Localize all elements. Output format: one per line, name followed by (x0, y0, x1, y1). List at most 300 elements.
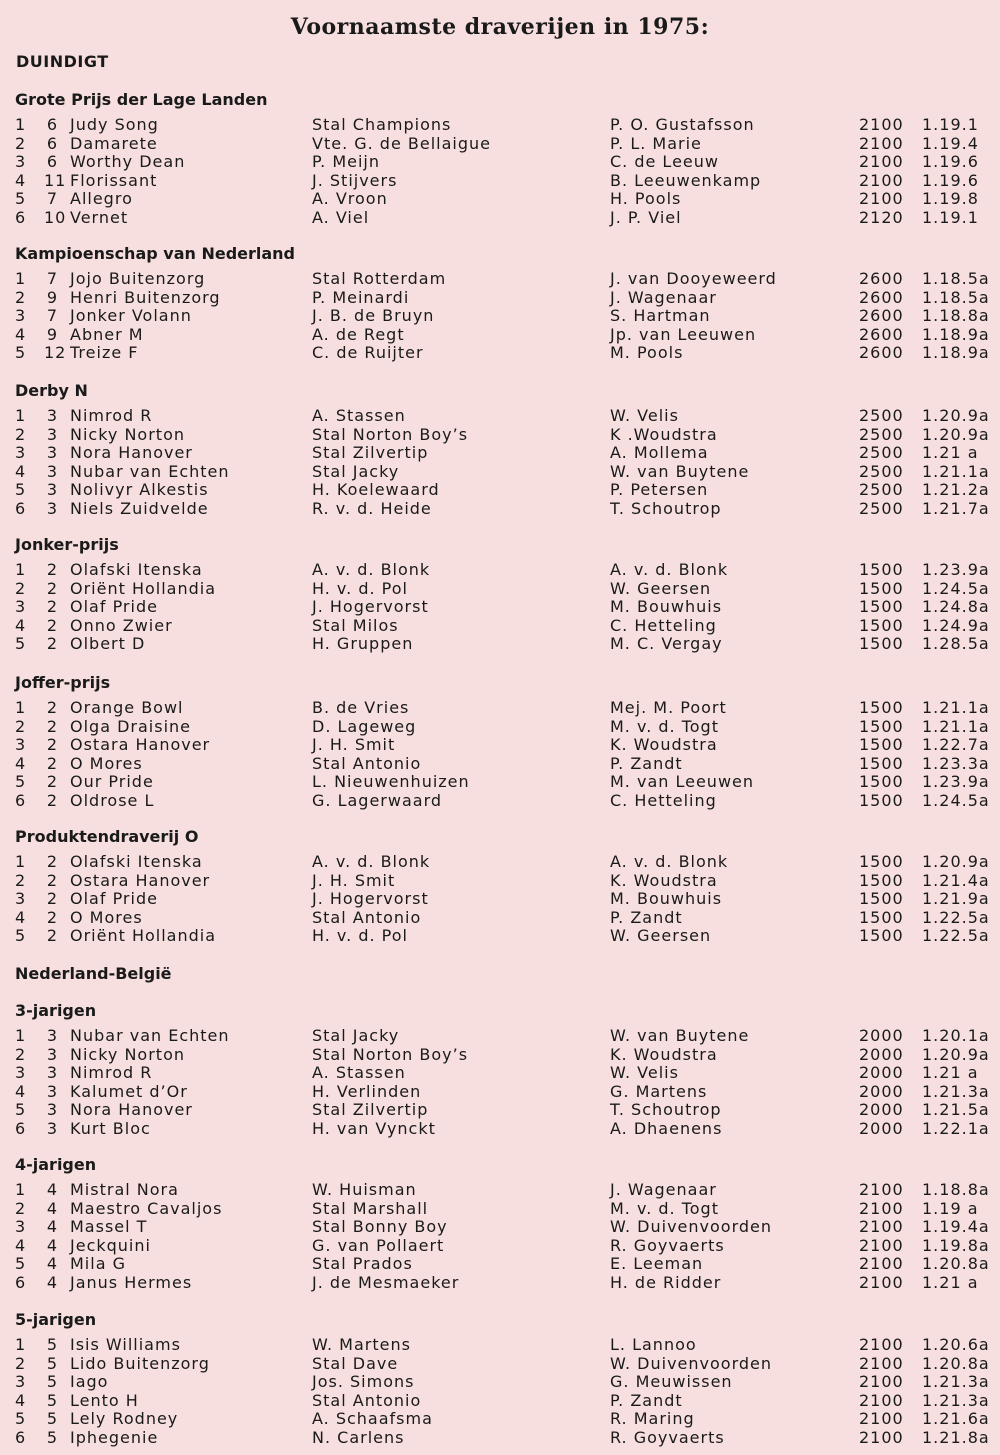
cell-age: 12 (44, 343, 67, 363)
cell-distance: 1500 (859, 698, 904, 717)
cell-age: 4 (46, 1235, 58, 1255)
cell-position: 4 (15, 170, 27, 190)
cell-owner: Stal Jacky (312, 461, 400, 481)
cell-time: 1.20.1a (922, 1026, 990, 1045)
cell-driver: P. L. Marie (610, 133, 702, 153)
cell-age: 3 (46, 1026, 58, 1045)
cell-position: 4 (15, 1390, 27, 1410)
cell-horse-name: Damarete (70, 133, 158, 153)
cell-position: 5 (15, 772, 27, 792)
result-row (0, 208, 1000, 227)
cell-distance: 2600 (859, 343, 904, 363)
cell-time: 1.19.8a (922, 1235, 990, 1255)
cell-time: 1.28.5a (922, 634, 990, 654)
cell-distance: 2100 (859, 1335, 904, 1354)
cell-position: 4 (15, 1235, 27, 1255)
cell-driver: A. v. d. Blonk (610, 852, 729, 871)
cell-time: 1.21.2a (922, 480, 990, 500)
cell-horse-name: Nora Hanover (70, 1100, 193, 1120)
result-row (0, 579, 1000, 598)
cell-age: 2 (46, 716, 58, 736)
cell-age: 5 (46, 1390, 58, 1410)
cell-owner: Stal Milos (312, 615, 399, 635)
cell-time: 1.19.6 (922, 170, 979, 190)
venue-heading: DUINDIGT (16, 52, 109, 71)
cell-driver: L. Lannoo (610, 1335, 697, 1354)
cell-horse-name: Treize F (70, 343, 139, 363)
cell-age: 4 (46, 1217, 58, 1237)
cell-owner: J. H. Smit (312, 735, 396, 755)
cell-position: 2 (15, 424, 27, 444)
cell-horse-name: Nicky Norton (70, 424, 185, 444)
result-row (0, 171, 1000, 190)
result-row (0, 134, 1000, 153)
cell-horse-name: Isis Williams (70, 1335, 181, 1354)
result-row (0, 499, 1000, 518)
cell-driver: P. Zandt (610, 907, 683, 927)
cell-driver: W. Velis (610, 406, 679, 425)
cell-position: 2 (15, 1353, 27, 1373)
cell-owner: J. Hogervorst (312, 889, 429, 909)
cell-owner: Stal Prados (312, 1254, 413, 1274)
cell-position: 1 (15, 1335, 27, 1354)
cell-owner: Vte. G. de Bellaigue (312, 133, 491, 153)
cell-position: 1 (15, 1026, 27, 1045)
cell-horse-name: Nimrod R (70, 1063, 153, 1083)
cell-owner: N. Carlens (312, 1428, 405, 1447)
cell-horse-name: O Mores (70, 753, 143, 773)
cell-horse-name: Kalumet d’Or (70, 1081, 188, 1101)
cell-driver: K. Woudstra (610, 1044, 718, 1064)
cell-time: 1.20.9a (922, 1044, 990, 1064)
cell-driver: B. Leeuwenkamp (610, 170, 762, 190)
cell-age: 6 (46, 152, 58, 172)
cell-driver: M. v. d. Togt (610, 716, 719, 736)
cell-distance: 1500 (859, 753, 904, 773)
result-row (0, 926, 1000, 945)
cell-age: 3 (46, 1081, 58, 1101)
cell-position: 2 (15, 287, 27, 307)
cell-time: 1.22.5a (922, 907, 990, 927)
result-row (0, 462, 1000, 481)
cell-owner: G. Lagerwaard (312, 791, 443, 810)
cell-horse-name: Lento H (70, 1390, 139, 1410)
cell-age: 11 (44, 170, 67, 190)
cell-time: 1.19.1 (922, 208, 979, 227)
cell-age: 2 (46, 772, 58, 792)
cell-driver: M. Bouwhuis (610, 597, 723, 617)
cell-position: 2 (15, 1044, 27, 1064)
cell-distance: 1500 (859, 735, 904, 755)
cell-age: 2 (46, 698, 58, 717)
cell-position: 3 (15, 597, 27, 617)
result-row (0, 443, 1000, 462)
cell-distance: 2100 (859, 1409, 904, 1429)
result-row (0, 698, 1000, 717)
cell-driver: Mej. M. Poort (610, 698, 727, 717)
cell-age: 3 (46, 406, 58, 425)
cell-distance: 2100 (859, 1180, 904, 1199)
cell-age: 3 (46, 461, 58, 481)
cell-driver: J. van Dooyeweerd (610, 269, 777, 288)
cell-owner: B. de Vries (312, 698, 410, 717)
cell-age: 4 (46, 1254, 58, 1274)
cell-time: 1.20.8a (922, 1254, 990, 1274)
cell-distance: 1500 (859, 852, 904, 871)
cell-time: 1.21.3a (922, 1081, 990, 1101)
cell-owner: Stal Zilvertip (312, 1100, 429, 1120)
cell-position: 5 (15, 1100, 27, 1120)
result-row (0, 115, 1000, 134)
cell-driver: J. P. Viel (610, 208, 682, 227)
cell-time: 1.21.8a (922, 1428, 990, 1447)
cell-driver: P. Zandt (610, 1390, 683, 1410)
cell-time: 1.19 a (922, 1198, 979, 1218)
cell-horse-name: Olga Draisine (70, 716, 191, 736)
cell-driver: G. Martens (610, 1081, 708, 1101)
cell-age: 10 (44, 208, 67, 227)
cell-distance: 2500 (859, 480, 904, 500)
cell-owner: J. Stijvers (312, 170, 398, 190)
cell-position: 2 (15, 1198, 27, 1218)
result-row (0, 1354, 1000, 1373)
cell-driver: E. Leeman (610, 1254, 704, 1274)
cell-position: 4 (15, 324, 27, 344)
cell-owner: L. Nieuwenhuizen (312, 772, 470, 792)
cell-distance: 2500 (859, 443, 904, 463)
cell-age: 2 (46, 615, 58, 635)
cell-position: 1 (15, 852, 27, 871)
cell-horse-name: Massel T (70, 1217, 148, 1237)
cell-position: 1 (15, 269, 27, 288)
cell-distance: 2000 (859, 1026, 904, 1045)
cell-position: 6 (15, 208, 27, 227)
cell-distance: 2000 (859, 1063, 904, 1083)
cell-time: 1.23.9a (922, 772, 990, 792)
cell-distance: 2100 (859, 115, 904, 134)
cell-position: 3 (15, 443, 27, 463)
cell-distance: 2000 (859, 1081, 904, 1101)
cell-age: 3 (46, 1100, 58, 1120)
cell-position: 1 (15, 406, 27, 425)
cell-time: 1.19.4 (922, 133, 979, 153)
cell-age: 2 (46, 753, 58, 773)
cell-horse-name: Vernet (70, 208, 129, 227)
cell-horse-name: Abner M (70, 324, 144, 344)
cell-horse-name: Onno Zwier (70, 615, 173, 635)
cell-position: 6 (15, 1273, 27, 1292)
cell-age: 9 (46, 324, 58, 344)
cell-position: 6 (15, 499, 27, 518)
cell-age: 2 (46, 597, 58, 617)
result-row (0, 1428, 1000, 1447)
cell-time: 1.20.6a (922, 1335, 990, 1354)
cell-age: 9 (46, 287, 58, 307)
cell-time: 1.21 a (922, 1273, 979, 1292)
cell-horse-name: Lely Rodney (70, 1409, 179, 1429)
cell-time: 1.21.3a (922, 1372, 990, 1392)
cell-age: 5 (46, 1428, 58, 1447)
cell-distance: 2100 (859, 1235, 904, 1255)
cell-horse-name: Mila G (70, 1254, 126, 1274)
cell-owner: R. v. d. Heide (312, 499, 432, 518)
cell-age: 2 (46, 907, 58, 927)
cell-horse-name: Olafski Itenska (70, 560, 203, 579)
result-row (0, 1217, 1000, 1236)
cell-position: 5 (15, 1409, 27, 1429)
cell-horse-name: Judy Song (70, 115, 159, 134)
result-row (0, 772, 1000, 791)
cell-time: 1.21 a (922, 443, 979, 463)
cell-owner: A. Vroon (312, 189, 388, 209)
cell-time: 1.24.8a (922, 597, 990, 617)
cell-time: 1.23.9a (922, 560, 990, 579)
cell-position: 1 (15, 115, 27, 134)
cell-driver: W. Geersen (610, 926, 712, 946)
cell-time: 1.22.5a (922, 926, 990, 946)
result-row (0, 343, 1000, 362)
result-row (0, 560, 1000, 579)
cell-distance: 1500 (859, 716, 904, 736)
cell-horse-name: Olafski Itenska (70, 852, 203, 871)
cell-distance: 1500 (859, 870, 904, 890)
cell-age: 3 (46, 480, 58, 500)
cell-owner: J. Hogervorst (312, 597, 429, 617)
cell-distance: 1500 (859, 907, 904, 927)
cell-distance: 2120 (859, 208, 904, 227)
cell-owner: H. Gruppen (312, 634, 414, 654)
cell-position: 4 (15, 753, 27, 773)
cell-position: 1 (15, 1180, 27, 1199)
cell-time: 1.20.9a (922, 406, 990, 425)
cell-owner: H. v. d. Pol (312, 578, 408, 598)
cell-owner: H. Verlinden (312, 1081, 422, 1101)
cell-distance: 2100 (859, 170, 904, 190)
cell-horse-name: Jonker Volann (70, 306, 192, 326)
result-row (0, 1199, 1000, 1218)
cell-owner: D. Lageweg (312, 716, 417, 736)
result-row (0, 325, 1000, 344)
result-row (0, 1372, 1000, 1391)
cell-horse-name: Ostara Hanover (70, 735, 211, 755)
cell-age: 3 (46, 1044, 58, 1064)
cell-age: 2 (46, 578, 58, 598)
race-title: Derby N (15, 381, 88, 400)
cell-driver: A. v. d. Blonk (610, 560, 729, 579)
cell-horse-name: Nicky Norton (70, 1044, 185, 1064)
cell-position: 3 (15, 1063, 27, 1083)
cell-driver: W. Geersen (610, 578, 712, 598)
cell-distance: 1500 (859, 634, 904, 654)
cell-owner: Stal Dave (312, 1353, 399, 1373)
cell-owner: A. de Regt (312, 324, 405, 344)
cell-time: 1.21.5a (922, 1100, 990, 1120)
cell-age: 5 (46, 1335, 58, 1354)
cell-horse-name: Oldrose L (70, 791, 155, 810)
cell-position: 4 (15, 461, 27, 481)
cell-age: 5 (46, 1372, 58, 1392)
cell-age: 4 (46, 1198, 58, 1218)
cell-driver: A. Dhaenens (610, 1119, 723, 1138)
cell-time: 1.24.5a (922, 578, 990, 598)
cell-owner: A. Viel (312, 208, 370, 227)
race-title: 3-jarigen (15, 1001, 97, 1020)
cell-driver: H. de Ridder (610, 1273, 722, 1292)
cell-horse-name: Nimrod R (70, 406, 153, 425)
cell-driver: R. Maring (610, 1409, 695, 1429)
cell-age: 5 (46, 1409, 58, 1429)
cell-owner: J. B. de Bruyn (312, 306, 435, 326)
result-row (0, 852, 1000, 871)
cell-position: 1 (15, 698, 27, 717)
cell-horse-name: Olaf Pride (70, 889, 158, 909)
cell-horse-name: Olbert D (70, 634, 146, 654)
cell-time: 1.21.7a (922, 499, 990, 518)
cell-position: 3 (15, 735, 27, 755)
cell-time: 1.21.6a (922, 1409, 990, 1429)
cell-horse-name: Iphegenie (70, 1428, 159, 1447)
cell-owner: J. H. Smit (312, 870, 396, 890)
cell-age: 2 (46, 560, 58, 579)
result-row (0, 152, 1000, 171)
cell-owner: Stal Marshall (312, 1198, 429, 1218)
cell-time: 1.21.4a (922, 870, 990, 890)
cell-position: 4 (15, 615, 27, 635)
cell-driver: W. van Buytene (610, 1026, 750, 1045)
cell-time: 1.18.9a (922, 343, 990, 363)
cell-position: 3 (15, 889, 27, 909)
result-row (0, 1236, 1000, 1255)
cell-owner: A. Stassen (312, 1063, 406, 1083)
result-row (0, 889, 1000, 908)
race-title: Grote Prijs der Lage Landen (15, 90, 268, 109)
cell-horse-name: Allegro (70, 189, 133, 209)
result-row (0, 1273, 1000, 1292)
cell-driver: M. C. Vergay (610, 634, 723, 654)
cell-age: 6 (46, 115, 58, 134)
cell-driver: C. Hetteling (610, 615, 717, 635)
cell-owner: A. v. d. Blonk (312, 852, 431, 871)
cell-distance: 2600 (859, 324, 904, 344)
cell-time: 1.20.9a (922, 852, 990, 871)
cell-horse-name: Nubar van Echten (70, 461, 230, 481)
cell-distance: 2000 (859, 1044, 904, 1064)
cell-driver: T. Schoutrop (610, 1100, 722, 1120)
cell-distance: 2500 (859, 406, 904, 425)
cell-owner: Stal Antonio (312, 1390, 422, 1410)
cell-distance: 1500 (859, 791, 904, 810)
cell-age: 2 (46, 735, 58, 755)
cell-horse-name: Nora Hanover (70, 443, 193, 463)
cell-owner: Stal Bonny Boy (312, 1217, 448, 1237)
cell-distance: 1500 (859, 615, 904, 635)
cell-horse-name: Florissant (70, 170, 158, 190)
result-row (0, 616, 1000, 635)
cell-position: 2 (15, 133, 27, 153)
cell-time: 1.18.5a (922, 269, 990, 288)
cell-time: 1.24.5a (922, 791, 990, 810)
cell-time: 1.21.1a (922, 461, 990, 481)
cell-driver: M. Pools (610, 343, 684, 363)
cell-driver: Jp. van Leeuwen (610, 324, 757, 344)
cell-time: 1.21.1a (922, 716, 990, 736)
cell-horse-name: Jojo Buitenzorg (70, 269, 206, 288)
cell-time: 1.21 a (922, 1063, 979, 1083)
cell-owner: J. de Mesmaeker (312, 1273, 460, 1292)
cell-distance: 1500 (859, 889, 904, 909)
cell-horse-name: Iago (70, 1372, 109, 1392)
cell-owner: Stal Antonio (312, 907, 422, 927)
result-row (0, 717, 1000, 736)
cell-age: 6 (46, 133, 58, 153)
cell-age: 2 (46, 870, 58, 890)
cell-position: 6 (15, 1119, 27, 1138)
cell-driver: T. Schoutrop (610, 499, 722, 518)
cell-position: 6 (15, 791, 27, 810)
race-title: Kampioenschap van Nederland (15, 244, 296, 263)
result-row (0, 1082, 1000, 1101)
race-title: Joffer-prijs (15, 673, 111, 692)
cell-owner: Stal Norton Boy’s (312, 424, 469, 444)
cell-distance: 1500 (859, 597, 904, 617)
cell-driver: M. Bouwhuis (610, 889, 723, 909)
cell-age: 3 (46, 499, 58, 518)
result-row (0, 1063, 1000, 1082)
cell-age: 7 (46, 269, 58, 288)
cell-horse-name: Kurt Bloc (70, 1119, 151, 1138)
cell-age: 5 (46, 1353, 58, 1373)
cell-driver: R. Goyvaerts (610, 1428, 725, 1447)
cell-owner: H. v. d. Pol (312, 926, 408, 946)
cell-horse-name: Worthy Dean (70, 152, 186, 172)
result-row (0, 597, 1000, 616)
cell-time: 1.18.5a (922, 287, 990, 307)
cell-driver: G. Meuwissen (610, 1372, 733, 1392)
cell-time: 1.18.9a (922, 324, 990, 344)
result-row (0, 269, 1000, 288)
result-row (0, 871, 1000, 890)
cell-position: 3 (15, 1217, 27, 1237)
cell-horse-name: Henri Buitenzorg (70, 287, 221, 307)
cell-position: 1 (15, 560, 27, 579)
cell-distance: 2100 (859, 152, 904, 172)
cell-age: 2 (46, 634, 58, 654)
cell-horse-name: Janus Hermes (70, 1273, 193, 1292)
cell-driver: M. van Leeuwen (610, 772, 755, 792)
cell-horse-name: Nubar van Echten (70, 1026, 230, 1045)
cell-position: 2 (15, 870, 27, 890)
cell-driver: R. Goyvaerts (610, 1235, 725, 1255)
cell-position: 5 (15, 1254, 27, 1274)
result-row (0, 1119, 1000, 1138)
cell-horse-name: O Mores (70, 907, 143, 927)
cell-time: 1.23.3a (922, 753, 990, 773)
cell-position: 4 (15, 1081, 27, 1101)
cell-driver: K. Woudstra (610, 870, 718, 890)
cell-horse-name: Nolivyr Alkestis (70, 480, 209, 500)
cell-position: 5 (15, 926, 27, 946)
cell-time: 1.18.8a (922, 1180, 990, 1199)
cell-position: 6 (15, 1428, 27, 1447)
cell-position: 4 (15, 907, 27, 927)
cell-driver: W. van Buytene (610, 461, 750, 481)
result-row (0, 1254, 1000, 1273)
cell-owner: H. Koelewaard (312, 480, 440, 500)
result-row (0, 1391, 1000, 1410)
cell-distance: 2100 (859, 1372, 904, 1392)
cell-age: 2 (46, 852, 58, 871)
cell-age: 3 (46, 424, 58, 444)
